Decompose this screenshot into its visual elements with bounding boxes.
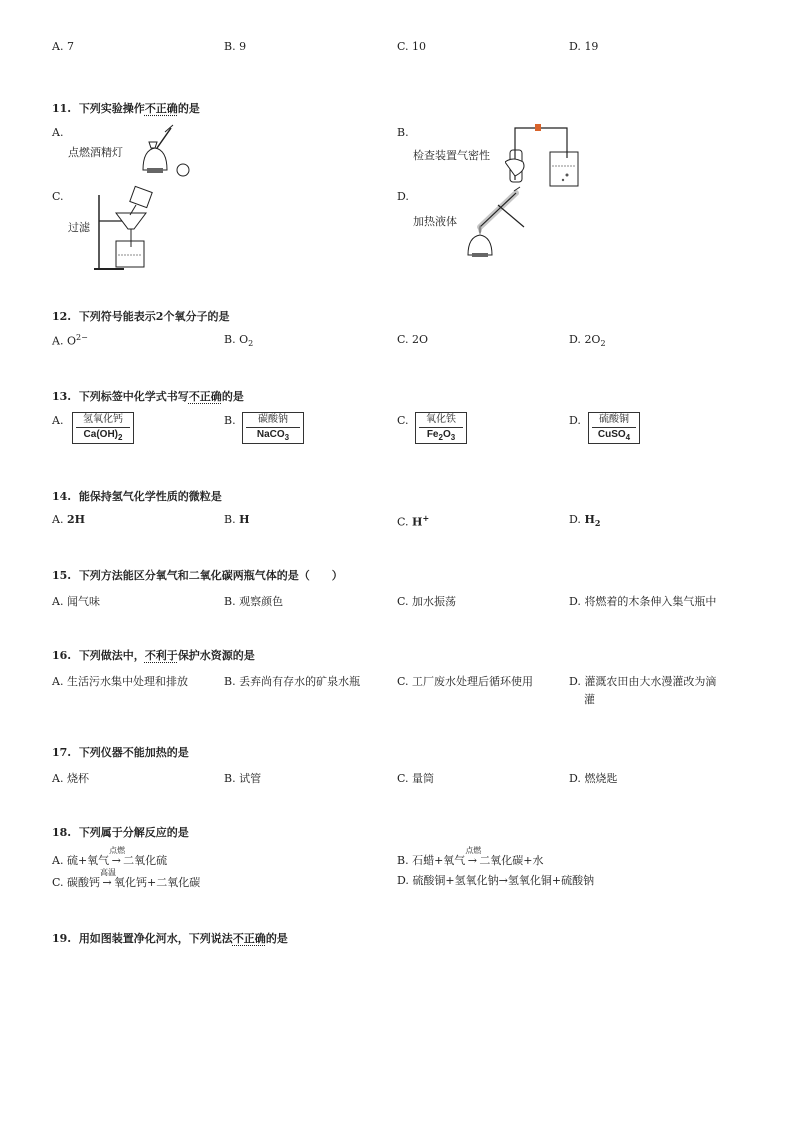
q15-option-b: B. 观察颜色	[224, 595, 284, 608]
q18-option-c: C. 碳酸钙 高温 → 氧化钙+二氧化碳	[52, 868, 201, 889]
q12-option-c: C. 2O	[397, 333, 429, 346]
q11-option-b-letter: B.	[397, 126, 409, 139]
q15-stem: 15. 下列方法能区分氧气和二氧化碳两瓶气体的是（ ）	[52, 569, 343, 582]
q14-option-a: A. 2H	[52, 513, 85, 526]
q16-option-d: D. 灌溉农田由大水漫灌改为滴	[569, 675, 717, 688]
q15-option-d: D. 将燃着的木条伸入集气瓶中	[569, 595, 717, 608]
q15-option-a: A. 闻气味	[52, 595, 100, 608]
q11-option-d-letter: D.	[397, 190, 409, 203]
q17-stem: 17. 下列仪器不能加热的是	[52, 746, 189, 759]
q12-option-d: D. $2O_2$	[569, 333, 606, 349]
q14-option-c: C. H+	[397, 513, 430, 529]
q16-option-d-continued: 灌	[584, 693, 595, 706]
q14-option-d: D. $H_2$	[569, 513, 601, 529]
q12-option-b: B. $O_2$	[224, 333, 254, 349]
q18-option-a: A. 硫+氧气 点燃 → 二氧化硫	[52, 846, 168, 867]
q16-stem: 16. 下列做法中，不利于保护水资源的是	[52, 649, 255, 662]
q13-label-c: 氧化铁 $Fe_2O_3$	[415, 412, 467, 444]
q13-option-c-letter: C.	[397, 414, 409, 427]
filtration-figure	[94, 185, 164, 273]
q11-stem: 11. 下列实验操作不正确的是	[52, 102, 200, 115]
q13-option-b-letter: B.	[224, 414, 236, 427]
q16-option-b: B. 丢弃尚有存水的矿泉水瓶	[224, 675, 361, 688]
q11-option-a-letter: A.	[52, 126, 64, 139]
q13-label-d: 硫酸铜 CuSO$_4$	[588, 412, 640, 444]
q11-option-b-caption: 检查装置气密性	[413, 149, 490, 162]
q16-option-a: A. 生活污水集中处理和排放	[52, 675, 188, 688]
q13-label-a: 氢氧化钙 $Ca(OH)_2$	[72, 412, 134, 444]
q13-option-d-letter: D.	[569, 414, 581, 427]
q15-option-c: C. 加水振荡	[397, 595, 457, 608]
heating-liquid-figure	[458, 185, 533, 260]
q10-option-c: C. 10	[397, 40, 427, 53]
q17-option-a: A. 烧杯	[52, 772, 89, 785]
q12-stem: 12. 下列符号能表示2个氧分子的是	[52, 310, 230, 323]
q13-option-a-letter: A.	[52, 414, 64, 427]
q18-stem: 18. 下列属于分解反应的是	[52, 826, 189, 839]
q18-option-b: B. 石蜡+氧气 点燃 → 二氧化碳+水	[397, 846, 544, 867]
q10-option-b: B. 9	[224, 40, 247, 53]
q11-option-a-caption: 点燃酒精灯	[68, 146, 123, 159]
q11-option-d-caption: 加热液体	[413, 215, 457, 228]
q13-label-b: 碳酸钠 NaCO$_3$	[242, 412, 304, 444]
q17-option-b: B. 试管	[224, 772, 262, 785]
q10-option-d: D. 19	[569, 40, 599, 53]
q12-option-a: A. $O^{2-}$	[52, 333, 88, 348]
q11-option-c-letter: C.	[52, 190, 64, 203]
q16-option-c: C. 工厂废水处理后循环使用	[397, 675, 534, 688]
lighting-alcohol-lamp-figure	[135, 120, 195, 182]
q13-stem: 13. 下列标签中化学式书写不正确的是	[52, 390, 244, 403]
q10-option-a: A. 7	[52, 40, 74, 53]
q14-option-b: B. H	[224, 513, 250, 526]
q17-option-d: D. 燃烧匙	[569, 772, 618, 785]
q14-stem: 14. 能保持氢气化学性质的微粒是	[52, 490, 222, 503]
q19-stem: 19. 用如图装置净化河水，下列说法不正确的是	[52, 932, 288, 945]
q11-option-c-caption: 过滤	[68, 221, 90, 234]
airtightness-check-figure	[505, 120, 580, 190]
q18-option-d: D. 硫酸铜+氢氧化钠→氢氧化铜+硫酸钠	[397, 874, 595, 887]
q17-option-c: C. 量筒	[397, 772, 435, 785]
